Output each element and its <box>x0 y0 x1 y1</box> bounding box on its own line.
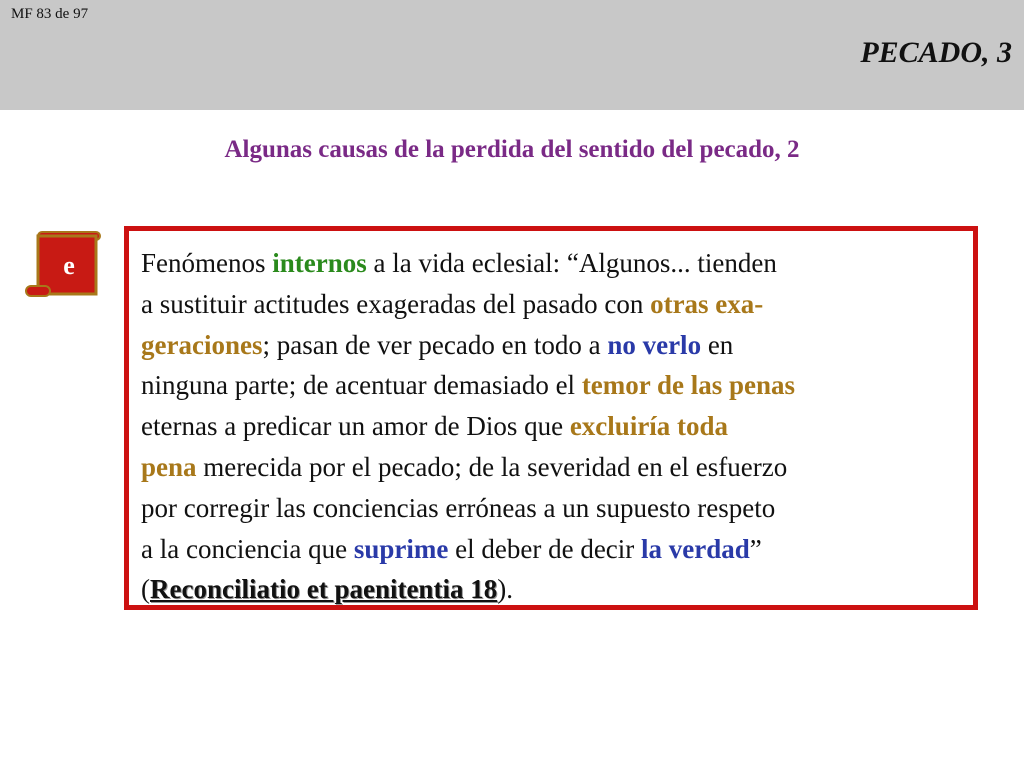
quote-line <box>141 447 981 488</box>
highlight-geraciones: geraciones <box>141 329 263 360</box>
quote-line <box>141 406 981 447</box>
quote-line <box>141 243 981 284</box>
header-band <box>0 0 1024 110</box>
text: en <box>701 329 734 360</box>
text: merecida por el pecado; de la severidad en el esfuerzo <box>196 451 788 482</box>
text: Fenómenos <box>141 248 273 278</box>
quote-line <box>141 488 981 529</box>
quote-line <box>141 529 981 570</box>
reference-citation: Reconciliatio et paenitentia 18 <box>150 574 498 605</box>
text: ( <box>141 574 150 605</box>
text: el deber de decir <box>448 533 642 564</box>
quote-line <box>141 284 981 325</box>
text: ninguna parte; de acentuar demasiado el <box>141 370 582 401</box>
text: a sustituir actitudes exageradas del pasado con <box>141 288 651 319</box>
scroll-icon <box>24 228 106 300</box>
highlight-suprime: suprime <box>353 533 449 564</box>
highlight-excluiria-toda: excluiría toda <box>569 411 729 442</box>
highlight-no-verlo: no verlo <box>607 329 702 360</box>
quote-line <box>141 569 981 610</box>
section-subtitle: Algunas causas de la perdida del sentido del pecado, 2 <box>224 136 800 163</box>
quote-line <box>141 365 981 406</box>
highlight-internos: internos <box>272 248 367 278</box>
quote-box <box>124 226 978 610</box>
slide-title: PECADO, 3 <box>860 36 1012 69</box>
quote-text <box>141 243 981 610</box>
text: ” <box>749 533 762 564</box>
highlight-temor-de-las-penas: temor de las penas <box>581 370 796 401</box>
text: a la vida eclesial: “Algunos... tienden <box>366 248 777 278</box>
text: ; pasan de ver pecado en todo a <box>262 329 608 360</box>
quote-line <box>141 325 981 366</box>
highlight-pena: pena <box>141 451 197 482</box>
highlight-otras-exageraciones: otras exa- <box>650 288 764 319</box>
text: eternas a predicar un amor de Dios que <box>141 411 570 442</box>
text: ). <box>497 574 513 605</box>
text: por corregir las conciencias erróneas a un supuesto respeto <box>141 492 776 523</box>
page-counter: MF 83 de 97 <box>11 6 89 22</box>
text: a la conciencia que <box>141 533 354 564</box>
highlight-la-verdad: la verdad <box>641 533 750 564</box>
scroll-letter: e <box>63 251 75 280</box>
